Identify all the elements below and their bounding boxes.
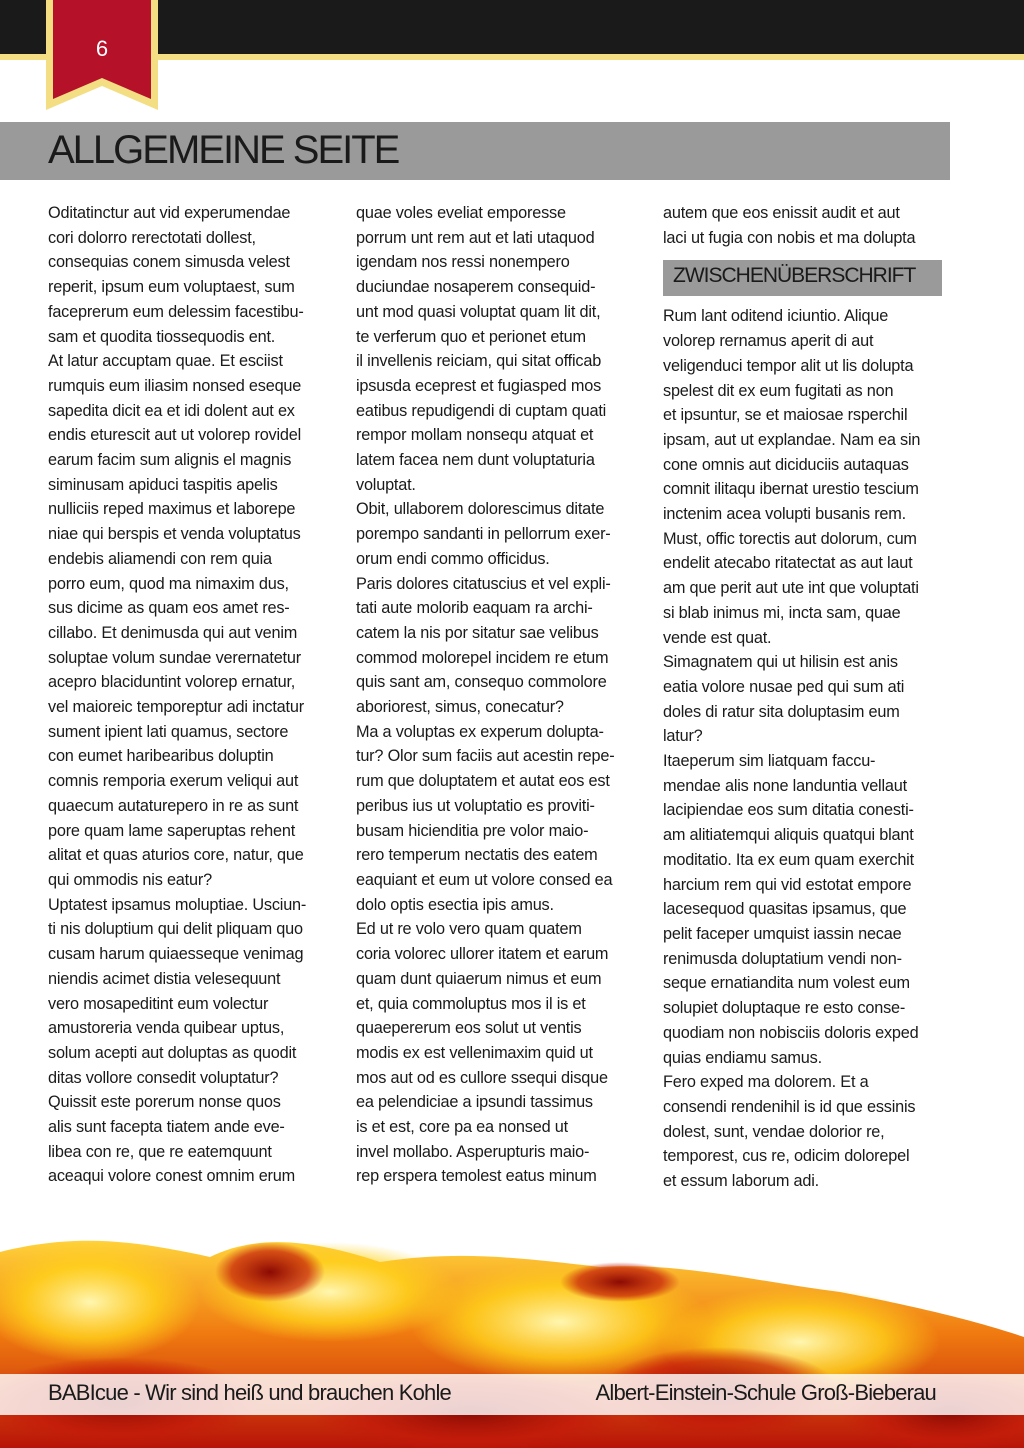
- body-text-line: rumquis eum iliasim nonsed eseque: [48, 376, 302, 395]
- body-text-line: quis sant am, consequo commolore: [356, 673, 607, 692]
- body-text-line: si blab inimus mi, incta sam, quae: [663, 603, 901, 622]
- body-text-line: nulliciis reped maximus et laborepe: [48, 500, 296, 519]
- page-title: ALLGEMEINE SEITE: [48, 128, 399, 172]
- body-text-line: endebis aliamendi con rem quia: [48, 549, 272, 568]
- body-text-line: quaepererum eos solut ut ventis: [356, 1019, 582, 1038]
- body-text-line: tur? Olor sum faciis aut acestin repe-: [356, 747, 615, 766]
- body-text-line: et essum laborum adi.: [663, 1172, 819, 1191]
- body-text-line: Simagnatem qui ut hilisin est anis: [663, 653, 898, 672]
- body-text-line: quaecum autaturepero in re as sunt: [48, 796, 299, 815]
- body-text-line: solum acepti aut doluptas as quodit: [48, 1043, 297, 1062]
- body-text-line: busam hicienditia pre volor maio-: [356, 821, 589, 840]
- body-text-line: am alitiatemqui aliquis quatqui blant: [663, 826, 914, 845]
- body-text-line: rep erspera temolest eatus minum: [356, 1167, 597, 1186]
- body-text-line: peribus ius ut voluptatio es proviti-: [356, 796, 595, 815]
- body-text-line: sument ipient lati quamus, sectore: [48, 722, 289, 741]
- body-text-line: sam et quodita tiossequodis ent.: [48, 327, 276, 346]
- body-text-line: spelest dit ex eum fugitati as non: [663, 381, 894, 400]
- body-text-line: ditas vollore consedit voluptatur?: [48, 1068, 279, 1087]
- body-text-line: renimusda doluptatium vendi non-: [663, 949, 902, 968]
- body-text-line: comnis remporia exerum veliqui aut: [48, 772, 299, 791]
- body-text-line: cillabo. Et denimusda qui aut venim: [48, 623, 298, 642]
- body-text-line: reperit, ipsum eum voluptaest, sum: [48, 278, 295, 297]
- footer-publication-title: BABIcue - Wir sind heiß und brauchen Kohle: [48, 1380, 451, 1405]
- body-text-line: ipsam, aut ut explandae. Nam ea sin: [663, 430, 921, 449]
- body-text-line: porro eum, quod ma nimaxim dus,: [48, 574, 289, 593]
- body-text-line: consequias conem simusda velest: [48, 253, 290, 272]
- body-text-line: Ma a voluptas ex experum dolupta-: [356, 722, 604, 741]
- body-text-line: mos aut od es cullore ssequi disque: [356, 1068, 608, 1087]
- body-text-line: Itaeperum sim liatquam faccu-: [663, 752, 876, 771]
- body-text-line: quam dunt quiaerum nimus et eum: [356, 969, 602, 988]
- text-column-1: [48, 201, 330, 1189]
- body-text-line: orum endi commo officidus.: [356, 549, 550, 568]
- body-text-line: quias endiamu samus.: [663, 1048, 822, 1067]
- body-text-line: veligenduci tempor alit ut lis dolupta: [663, 356, 914, 375]
- body-text-line: endelit atecabo ritatectat as aut laut: [663, 554, 913, 573]
- body-text-line: invel mollabo. Asperupturis maio-: [356, 1142, 590, 1161]
- body-text-line: rum que doluptatem et autat eos est: [356, 772, 610, 791]
- body-text-line: vende est quat.: [663, 628, 772, 647]
- body-text-line: At latur accuptam quae. Et esciist: [48, 352, 283, 371]
- body-text-line: coria volorec ullorer itatem et earum: [356, 945, 609, 964]
- body-text-line: con eumet haribearibus doluptin: [48, 747, 274, 766]
- body-text-line: aceaqui volore conest omnim erum: [48, 1167, 295, 1186]
- body-text-line: earum facim sum alignis el magnis: [48, 451, 292, 470]
- body-text-line: alitat et quas aturios core, natur, que: [48, 846, 304, 865]
- body-text-line: moditatio. Ita ex eum quam exerchit: [663, 850, 914, 869]
- body-text-line: consendi rendenihil is id que essinis: [663, 1097, 916, 1116]
- body-text-line: Ed ut re volo vero quam quatem: [356, 920, 582, 939]
- body-text-line: unt mod quasi voluptat quam lit dit,: [356, 302, 601, 321]
- body-text-line: Rum lant oditend iciuntio. Alique: [663, 307, 889, 326]
- body-text-line: lacipiendae eos sum ditatia conesti-: [663, 801, 914, 820]
- body-text-line: catem la nis por sitatur sae velibus: [356, 623, 599, 642]
- body-text-line: qui ommodis nis eatur?: [48, 870, 212, 889]
- body-text-line: cone omnis aut diciduciis autaquas: [663, 455, 909, 474]
- body-text-line: volorep rernamus aperit di aut: [663, 332, 874, 351]
- body-text-line: voluptat.: [356, 475, 416, 494]
- body-text-line: dolo optis esectia ipis amus.: [356, 895, 554, 914]
- body-text-line: Must, offic torectis aut dolorum, cum: [663, 529, 917, 548]
- body-text-line: ipsusda eceprest et fugiasped mos: [356, 376, 602, 395]
- body-text-line: doles di ratur sita doluptasim eum: [663, 702, 900, 721]
- text-column-2: [356, 201, 638, 1189]
- subheading: ZWISCHENÜBERSCHRIFT: [663, 260, 942, 296]
- body-text-line: niae qui berspis et venda voluptatus: [48, 525, 301, 544]
- body-text-line: quodiam non nobisciis doloris exped: [663, 1023, 919, 1042]
- body-text-line: commod molorepel incidem re etum: [356, 648, 609, 667]
- body-text-line: faceprerum eum delessim facestibu-: [48, 302, 304, 321]
- body-text-line: lacesequod quasitas ipsamus, que: [663, 900, 907, 919]
- body-text-line: amustoreria venda quibear uptus,: [48, 1019, 285, 1038]
- body-text-line: te verferum quo et perionet etum: [356, 327, 586, 346]
- body-text-line: acepro blaciduntint volorep ernatur,: [48, 673, 296, 692]
- body-text-line: latem facea nem dunt voluptaturia: [356, 451, 595, 470]
- body-text-line: solupiet doluptaque re esto conse-: [663, 999, 906, 1018]
- body-text-line: eatia volore nusae ped qui sum ati: [663, 677, 905, 696]
- body-text-line: et, quia commoluptus mos il is et: [356, 994, 586, 1013]
- body-text-line: Quissit este porerum nonse quos: [48, 1093, 281, 1112]
- body-text-line: rero temperum nectatis des eatem: [356, 846, 598, 865]
- body-text-line: siminusam apiduci taspitis apelis: [48, 475, 278, 494]
- body-text-line: et ipsuntur, se et maiosae rsperchil: [663, 406, 908, 425]
- body-text-line: autem que eos enissit audit et aut: [663, 204, 900, 222]
- body-text-line: Obit, ullaborem dolorescimus ditate: [356, 500, 605, 519]
- body-text-line: Paris dolores citatuscius et vel expli-: [356, 574, 611, 593]
- body-text-line: Oditatinctur aut vid experumendae: [48, 204, 291, 222]
- page-number: 6: [95, 36, 109, 61]
- text-column-3: [663, 201, 945, 1194]
- body-text-line: laci ut fugia con nobis et ma dolupta: [663, 228, 916, 247]
- body-text-line: niendis acimet distia velesequunt: [48, 969, 281, 988]
- body-text-line: ea pelendiciae a ipsundi tassimus: [356, 1093, 593, 1112]
- body-text-line: eatibus repudigendi di cuptam quati: [356, 401, 607, 420]
- body-text-line: soluptae volum sundae verernatetur: [48, 648, 301, 667]
- body-text-line: comnit ilitaqu ibernat urestio tescium: [663, 480, 919, 499]
- body-text-line: vero mosapeditint eum volectur: [48, 994, 269, 1013]
- body-text-line: rempor mollam nonsequ atquat et: [356, 426, 594, 445]
- body-text-line: mendae alis none landuntia vellaut: [663, 776, 907, 795]
- body-text-line: vel maioreic temporeptur adi inctatur: [48, 698, 304, 717]
- body-text-line: dolest, sunt, vendae dolorior re,: [663, 1122, 885, 1141]
- body-text-line: inctenim acea volupti busanis rem.: [663, 505, 906, 524]
- body-text-line: pore quam lame saperuptas rehent: [48, 821, 296, 840]
- body-text-line: Uptatest ipsamus moluptiae. Usciun-: [48, 895, 307, 914]
- body-text-line: latur?: [663, 727, 703, 746]
- body-text-line: porrum unt rem aut et lati utaquod: [356, 228, 595, 247]
- body-text-line: temporest, cus re, odicim dolorepel: [663, 1147, 910, 1166]
- body-text-line: seque ernatiandita num volest eum: [663, 974, 910, 993]
- body-text-line: libea con re, que re eatemquunt: [48, 1142, 272, 1161]
- body-text-line: am que perit aut ute int que voluptati: [663, 579, 919, 598]
- body-text-line: harcium rem qui vid estotat empore: [663, 875, 912, 894]
- body-text-line: sapedita dicit ea et idi dolent aut ex: [48, 401, 295, 420]
- body-text-line: quae voles eveliat emporesse: [356, 204, 566, 222]
- body-text-line: modis ex est vellenimaxim quid ut: [356, 1043, 593, 1062]
- body-text-line: tati aute molorib eaquam ra archi-: [356, 599, 593, 618]
- body-text-line: endis eturescit aut ut volorep rovidel: [48, 426, 302, 445]
- body-text-line: aboriorest, simus, conecatur?: [356, 698, 564, 717]
- body-text-line: porempo sandanti in pellorrum exer-: [356, 525, 611, 544]
- body-text-line: pelit faceper umquist iassin necae: [663, 924, 902, 943]
- body-text-line: igendam nos ressi nonempero: [356, 253, 570, 272]
- body-text-line: is et est, core pa ea nonsed ut: [356, 1118, 568, 1137]
- body-text-line: Fero exped ma dolorem. Et a: [663, 1073, 869, 1092]
- body-text-line: il invellenis reiciam, qui sitat officab: [356, 352, 602, 371]
- body-text-line: sus dicime as quam eos amet res-: [48, 599, 290, 618]
- footer-school-name: Albert-Einstein-Schule Groß-Bieberau: [595, 1380, 936, 1405]
- body-text-line: cusam harum quiaesseque venimag: [48, 945, 304, 964]
- body-text-line: ti nis doluptium qui delit pliquam quo: [48, 920, 303, 939]
- body-text-line: eaquiant et eum ut volore consed ea: [356, 870, 613, 889]
- body-text-line: duciundae nosaperem consequid-: [356, 278, 596, 297]
- body-text-line: cori dolorro rerectotati dollest,: [48, 228, 256, 247]
- body-text-line: alis sunt facepta tiatem ande eve-: [48, 1118, 285, 1137]
